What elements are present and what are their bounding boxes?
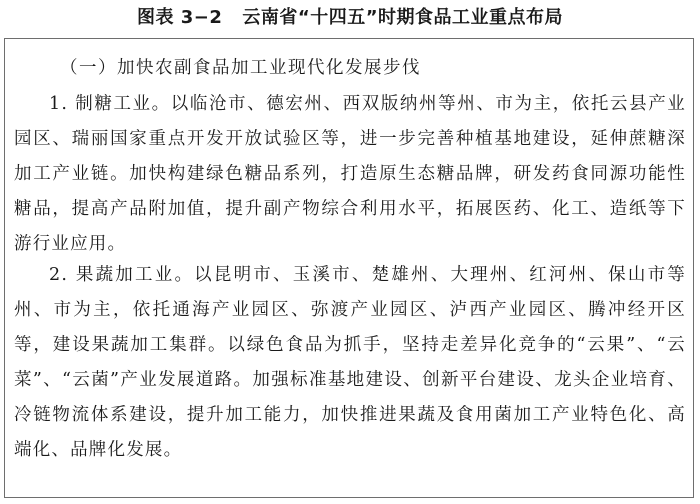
paragraph-fruit-vegetable-processing: 2. 果蔬加工业。以昆明市、玉溪市、楚雄州、大理州、红河州、保山市等州、市为主，依托通海产业园区、弥渡产业园区、泸西产业园区、腾冲经开区等，建设果蔬加工集群。以绿色食品为抓手，坚持走差异化竞争的“云果”、“云菜”、“云菌”产业发展道路。加强标准基地建设、创新平台建设、龙头企业培育、冷链物流体系建设，提升加工能力，加快推进果蔬及食用菌加工产业特色化、高端化、品牌化发展。 [14, 265, 686, 460]
figure-caption: 云南省“十四五”时期食品工业重点布局 [242, 7, 564, 28]
paragraph-sugar-industry: 1. 制糖工业。以临沧市、德宏州、西双版纳州等州、市为主，依托云县产业园区、瑞丽国家重点开发开放试验区等，进一步完善种植基地建设，延伸蔗糖深加工产业链。加快构建绿色糖品系列，打造原生态糖品牌，研发药食同源功能性糖品，提高产品附加值，提升副产物综合利用水平，拓展医药、化工、造纸等下游行业应用。 [14, 94, 686, 254]
section-heading: （一）加快农副食品加工业现代化发展步伐 [60, 58, 421, 78]
figure-number: 图表 3−2 [136, 7, 223, 28]
figure-title [0, 6, 700, 30]
